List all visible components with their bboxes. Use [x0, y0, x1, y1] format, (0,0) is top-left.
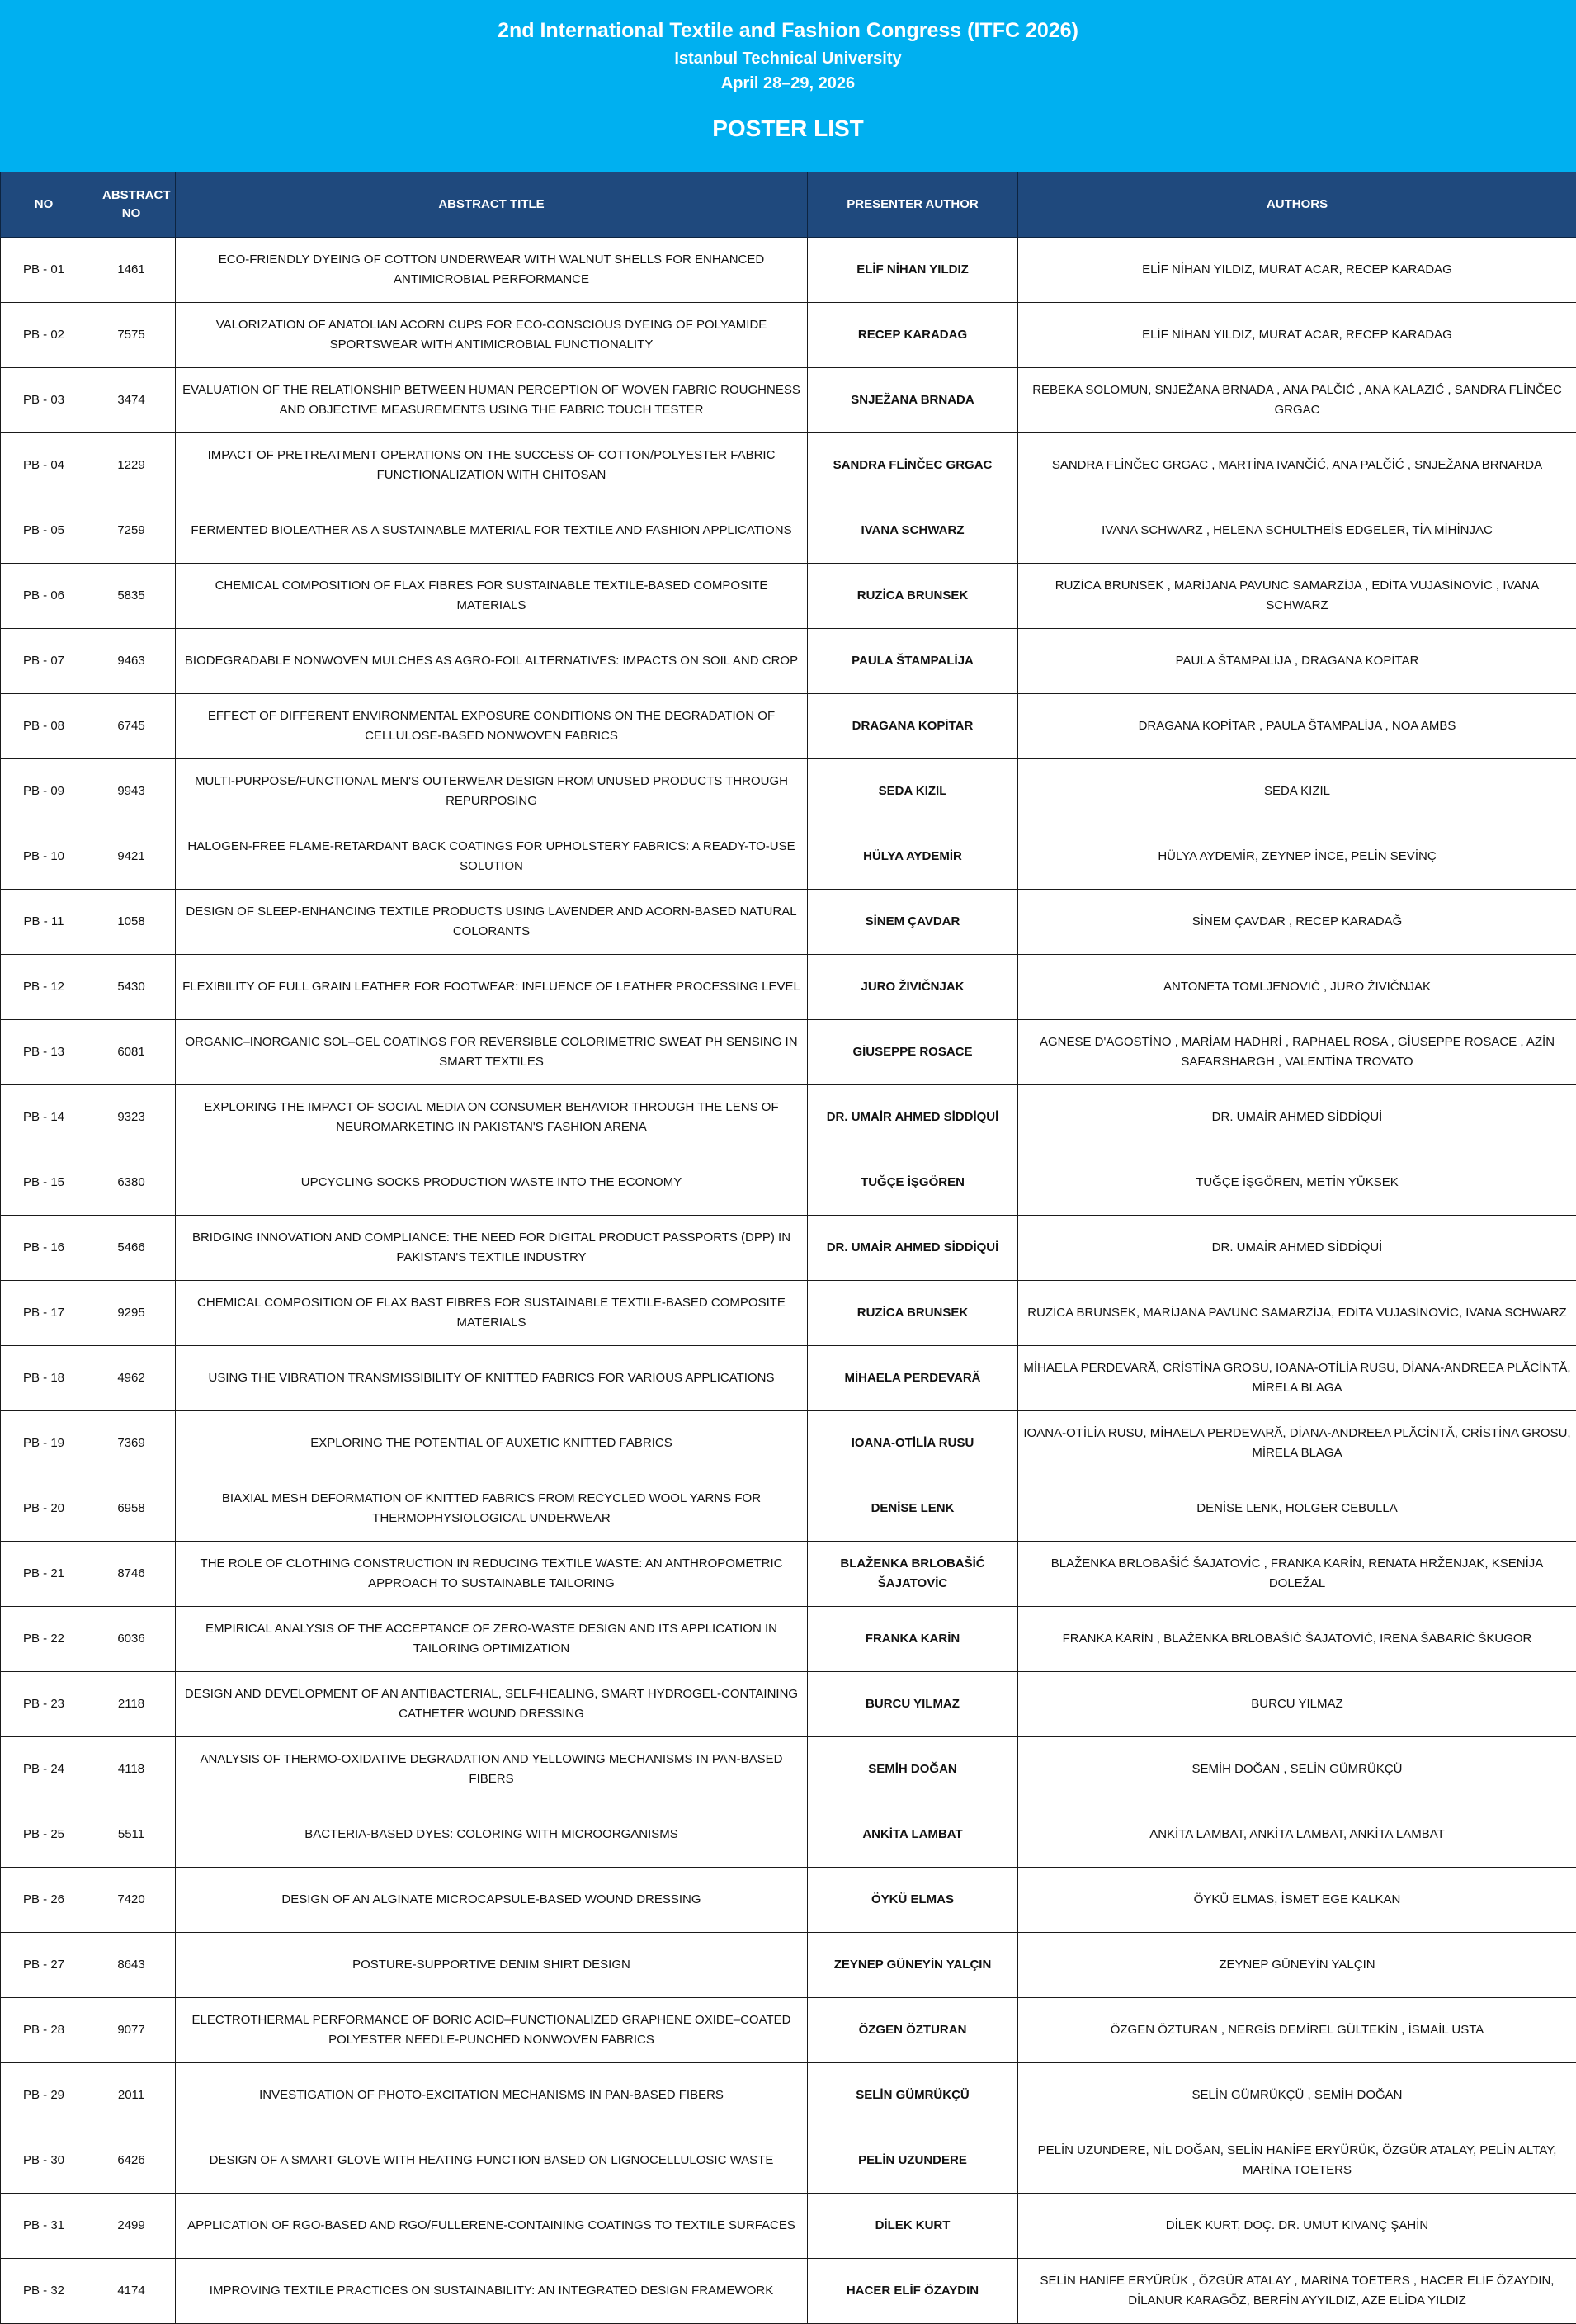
cell-abstract-no: 2118	[87, 1672, 176, 1737]
page-header	[0, 0, 1576, 172]
cell-abstract-no: 9943	[87, 759, 176, 824]
cell-abstract-no: 7259	[87, 498, 176, 564]
table-row	[1, 1737, 1576, 1802]
table-row	[1, 1216, 1576, 1281]
table-row	[1, 303, 1576, 368]
cell-abstract-no: 7369	[87, 1411, 176, 1476]
cell-presenter: ANKİTA LAMBAT	[808, 1802, 1018, 1868]
table-row	[1, 498, 1576, 564]
cell-poster-no: PB - 11	[1, 890, 87, 955]
cell-abstract-title: FERMENTED BIOLEATHER AS A SUSTAINABLE MATERIAL FOR TEXTILE AND FASHION APPLICATIONS	[176, 498, 808, 564]
cell-presenter: ELİF NİHAN YILDIZ	[808, 238, 1018, 303]
cell-abstract-no: 6380	[87, 1150, 176, 1216]
col-header-no: NO	[1, 172, 87, 238]
cell-abstract-no: 3474	[87, 368, 176, 433]
cell-abstract-no: 7575	[87, 303, 176, 368]
cell-abstract-title: APPLICATION OF RGO-BASED AND RGO/FULLERENE-CONTAINING COATINGS TO TEXTILE SURFACES	[176, 2194, 808, 2259]
cell-poster-no: PB - 04	[1, 433, 87, 498]
table-row	[1, 629, 1576, 694]
cell-poster-no: PB - 05	[1, 498, 87, 564]
cell-authors: BLAŽENKA BRLOBAŠİĆ ŠAJATOVİC , FRANKA KARİN, RENATA HRŽENJAK, KSENİJA DOLEŽAL	[1018, 1542, 1576, 1607]
cell-poster-no: PB - 32	[1, 2259, 87, 2324]
cell-authors: AGNESE D'AGOSTİNO , MARİAM HADHRİ , RAPHAEL ROSA , GİUSEPPE ROSACE , AZİN SAFARSHARGH , VALENTİNA TROVATO	[1018, 1020, 1576, 1085]
table-row	[1, 1020, 1576, 1085]
cell-abstract-no: 5430	[87, 955, 176, 1020]
cell-poster-no: PB - 01	[1, 238, 87, 303]
cell-presenter: FRANKA KARİN	[808, 1607, 1018, 1672]
cell-authors: BURCU YILMAZ	[1018, 1672, 1576, 1737]
table-row	[1, 1542, 1576, 1607]
cell-authors: DR. UMAİR AHMED SİDDİQUİ	[1018, 1216, 1576, 1281]
col-header-title: ABSTRACT TITLE	[176, 172, 808, 238]
cell-abstract-title: BACTERIA-BASED DYES: COLORING WITH MICROORGANISMS	[176, 1802, 808, 1868]
table-row	[1, 1868, 1576, 1933]
cell-poster-no: PB - 17	[1, 1281, 87, 1346]
table-row	[1, 2128, 1576, 2194]
table-row	[1, 368, 1576, 433]
cell-poster-no: PB - 02	[1, 303, 87, 368]
cell-abstract-title: EXPLORING THE POTENTIAL OF AUXETIC KNITTED FABRICS	[176, 1411, 808, 1476]
table-row	[1, 955, 1576, 1020]
cell-poster-no: PB - 24	[1, 1737, 87, 1802]
cell-abstract-no: 2011	[87, 2063, 176, 2128]
cell-poster-no: PB - 23	[1, 1672, 87, 1737]
cell-abstract-title: DESIGN AND DEVELOPMENT OF AN ANTIBACTERIAL, SELF-HEALING, SMART HYDROGEL-CONTAINING CATHETER WOUND DRESSING	[176, 1672, 808, 1737]
cell-presenter: SELİN GÜMRÜKÇÜ	[808, 2063, 1018, 2128]
cell-abstract-no: 4962	[87, 1346, 176, 1411]
cell-presenter: DİLEK KURT	[808, 2194, 1018, 2259]
cell-abstract-no: 7420	[87, 1868, 176, 1933]
cell-presenter: TUĞÇE İŞGÖREN	[808, 1150, 1018, 1216]
cell-presenter: DENİSE LENK	[808, 1476, 1018, 1542]
cell-authors: ANKİTA LAMBAT, ANKİTA LAMBAT, ANKİTA LAMBAT	[1018, 1802, 1576, 1868]
cell-authors: SELİN HANİFE ERYÜRÜK , ÖZGÜR ATALAY , MARİNA TOETERS , HACER ELİF ÖZAYDIN, DİLANUR KARAGÖZ, BERFİN AYYILDIZ, AZE ELİDA YILDIZ	[1018, 2259, 1576, 2324]
cell-abstract-title: EXPLORING THE IMPACT OF SOCIAL MEDIA ON CONSUMER BEHAVIOR THROUGH THE LENS OF NEUROMARKETING IN PAKISTAN'S FASHION ARENA	[176, 1085, 808, 1150]
cell-abstract-title: ELECTROTHERMAL PERFORMANCE OF BORIC ACID–FUNCTIONALIZED GRAPHENE OXIDE–COATED POLYESTER NEEDLE-PUNCHED NONWOVEN FABRICS	[176, 1998, 808, 2063]
cell-presenter: SNJEŽANA BRNADA	[808, 368, 1018, 433]
cell-abstract-title: HALOGEN-FREE FLAME-RETARDANT BACK COATINGS FOR UPHOLSTERY FABRICS: A READY-TO-USE SOLUTION	[176, 824, 808, 890]
cell-abstract-title: POSTURE-SUPPORTIVE DENIM SHIRT DESIGN	[176, 1933, 808, 1998]
congress-title: 2nd International Textile and Fashion Congress (ITFC 2026)	[498, 19, 1078, 42]
table-row	[1, 1933, 1576, 1998]
cell-authors: FRANKA KARİN , BLAŽENKA BRLOBAŠİĆ ŠAJATOVİĆ, IRENA ŠABARİĆ ŠKUGOR	[1018, 1607, 1576, 1672]
cell-poster-no: PB - 20	[1, 1476, 87, 1542]
cell-authors: ÖZGEN ÖZTURAN , NERGİS DEMİREL GÜLTEKİN , İSMAİL USTA	[1018, 1998, 1576, 2063]
cell-presenter: PELİN UZUNDERE	[808, 2128, 1018, 2194]
cell-abstract-no: 8746	[87, 1542, 176, 1607]
cell-presenter: DR. UMAİR AHMED SİDDİQUİ	[808, 1085, 1018, 1150]
cell-abstract-title: BRIDGING INNOVATION AND COMPLIANCE: THE NEED FOR DIGITAL PRODUCT PASSPORTS (DPP) IN PAKISTAN'S TEXTILE INDUSTRY	[176, 1216, 808, 1281]
cell-presenter: IVANA SCHWARZ	[808, 498, 1018, 564]
table-row	[1, 1281, 1576, 1346]
university-name: Istanbul Technical University	[674, 50, 902, 68]
cell-presenter: ÖYKÜ ELMAS	[808, 1868, 1018, 1933]
cell-abstract-no: 9295	[87, 1281, 176, 1346]
cell-abstract-title: ORGANIC–INORGANIC SOL–GEL COATINGS FOR REVERSIBLE COLORIMETRIC SWEAT PH SENSING IN SMART TEXTILES	[176, 1020, 808, 1085]
cell-poster-no: PB - 08	[1, 694, 87, 759]
cell-abstract-title: VALORIZATION OF ANATOLIAN ACORN CUPS FOR ECO-CONSCIOUS DYEING OF POLYAMIDE SPORTSWEAR WITH ANTIMICROBIAL FUNCTIONALITY	[176, 303, 808, 368]
cell-poster-no: PB - 25	[1, 1802, 87, 1868]
cell-abstract-no: 5466	[87, 1216, 176, 1281]
cell-presenter: HÜLYA AYDEMİR	[808, 824, 1018, 890]
cell-authors: DR. UMAİR AHMED SİDDİQUİ	[1018, 1085, 1576, 1150]
cell-poster-no: PB - 28	[1, 1998, 87, 2063]
cell-abstract-title: DESIGN OF A SMART GLOVE WITH HEATING FUNCTION BASED ON LIGNOCELLULOSIC WASTE	[176, 2128, 808, 2194]
cell-authors: ANTONETA TOMLJENOVIĆ , JURO ŽIVIČNJAK	[1018, 955, 1576, 1020]
cell-poster-no: PB - 13	[1, 1020, 87, 1085]
cell-poster-no: PB - 06	[1, 564, 87, 629]
cell-authors: SELİN GÜMRÜKÇÜ , SEMİH DOĞAN	[1018, 2063, 1576, 2128]
cell-abstract-no: 6745	[87, 694, 176, 759]
cell-authors: ÖYKÜ ELMAS, İSMET EGE KALKAN	[1018, 1868, 1576, 1933]
table-row	[1, 1802, 1576, 1868]
cell-presenter: ZEYNEP GÜNEYİN YALÇIN	[808, 1933, 1018, 1998]
cell-presenter: JURO ŽIVIČNJAK	[808, 955, 1018, 1020]
cell-poster-no: PB - 22	[1, 1607, 87, 1672]
cell-presenter: ÖZGEN ÖZTURAN	[808, 1998, 1018, 2063]
cell-abstract-title: ECO-FRIENDLY DYEING OF COTTON UNDERWEAR WITH WALNUT SHELLS FOR ENHANCED ANTIMICROBIAL PERFORMANCE	[176, 238, 808, 303]
cell-poster-no: PB - 16	[1, 1216, 87, 1281]
col-header-abstract-no	[87, 172, 176, 238]
table-row	[1, 1150, 1576, 1216]
cell-presenter: BURCU YILMAZ	[808, 1672, 1018, 1737]
table-row	[1, 2259, 1576, 2324]
col-header-authors: AUTHORS	[1018, 172, 1576, 238]
cell-presenter: RUZİCA BRUNSEK	[808, 1281, 1018, 1346]
cell-abstract-no: 5511	[87, 1802, 176, 1868]
cell-authors: IVANA SCHWARZ , HELENA SCHULTHEİS EDGELER, TİA MİHİNJAC	[1018, 498, 1576, 564]
table-row	[1, 1346, 1576, 1411]
cell-authors: HÜLYA AYDEMİR, ZEYNEP İNCE, PELİN SEVİNÇ	[1018, 824, 1576, 890]
cell-abstract-title: EFFECT OF DIFFERENT ENVIRONMENTAL EXPOSURE CONDITIONS ON THE DEGRADATION OF CELLULOSE-BASED NONWOVEN FABRICS	[176, 694, 808, 759]
cell-abstract-no: 8643	[87, 1933, 176, 1998]
cell-presenter: SEDA KIZIL	[808, 759, 1018, 824]
cell-presenter: BLAŽENKA BRLOBAŠİĆ ŠAJATOVİC	[808, 1542, 1018, 1607]
cell-abstract-no: 1058	[87, 890, 176, 955]
cell-authors: PAULA ŠTAMPALİJA , DRAGANA KOPİTAR	[1018, 629, 1576, 694]
cell-abstract-title: UPCYCLING SOCKS PRODUCTION WASTE INTO THE ECONOMY	[176, 1150, 808, 1216]
cell-poster-no: PB - 30	[1, 2128, 87, 2194]
cell-abstract-title: ANALYSIS OF THERMO-OXIDATIVE DEGRADATION AND YELLOWING MECHANISMS IN PAN-BASED FIBERS	[176, 1737, 808, 1802]
cell-poster-no: PB - 19	[1, 1411, 87, 1476]
cell-abstract-title: INVESTIGATION OF PHOTO-EXCITATION MECHANISMS IN PAN-BASED FIBERS	[176, 2063, 808, 2128]
cell-authors: DENİSE LENK, HOLGER CEBULLA	[1018, 1476, 1576, 1542]
cell-poster-no: PB - 31	[1, 2194, 87, 2259]
table-row	[1, 1085, 1576, 1150]
table-row	[1, 2194, 1576, 2259]
cell-presenter: SANDRA FLİNČEC GRGAC	[808, 433, 1018, 498]
cell-presenter: HACER ELİF ÖZAYDIN	[808, 2259, 1018, 2324]
table-row	[1, 694, 1576, 759]
cell-authors: SEDA KIZIL	[1018, 759, 1576, 824]
cell-poster-no: PB - 07	[1, 629, 87, 694]
cell-authors: ZEYNEP GÜNEYİN YALÇIN	[1018, 1933, 1576, 1998]
cell-abstract-title: MULTI-PURPOSE/FUNCTIONAL MEN'S OUTERWEAR DESIGN FROM UNUSED PRODUCTS THROUGH REPURPOSING	[176, 759, 808, 824]
cell-abstract-title: CHEMICAL COMPOSITION OF FLAX BAST FIBRES FOR SUSTAINABLE TEXTILE-BASED COMPOSITE MATERIALS	[176, 1281, 808, 1346]
cell-abstract-title: FLEXIBILITY OF FULL GRAIN LEATHER FOR FOOTWEAR: INFLUENCE OF LEATHER PROCESSING LEVEL	[176, 955, 808, 1020]
cell-presenter: DR. UMAİR AHMED SİDDİQUİ	[808, 1216, 1018, 1281]
table-row	[1, 238, 1576, 303]
table-row	[1, 2063, 1576, 2128]
cell-poster-no: PB - 18	[1, 1346, 87, 1411]
cell-authors: IOANA-OTİLİA RUSU, MİHAELA PERDEVARĂ, DİANA-ANDREEA PLĂCİNTĂ, CRİSTİNA GROSU, MİRELA BLAGA	[1018, 1411, 1576, 1476]
col-header-abstract-no-label: ABSTRACT NO	[102, 188, 171, 220]
cell-poster-no: PB - 21	[1, 1542, 87, 1607]
cell-presenter: PAULA ŠTAMPALİJA	[808, 629, 1018, 694]
cell-authors: SANDRA FLİNČEC GRGAC , MARTİNA IVANČİĆ, ANA PALČİĆ , SNJEŽANA BRNARDA	[1018, 433, 1576, 498]
table-row	[1, 1476, 1576, 1542]
congress-dates: April 28–29, 2026	[720, 74, 856, 92]
cell-poster-no: PB - 09	[1, 759, 87, 824]
cell-authors: PELİN UZUNDERE, NİL DOĞAN, SELİN HANİFE ERYÜRÜK, ÖZGÜR ATALAY, PELİN ALTAY, MARİNA TOETERS	[1018, 2128, 1576, 2194]
cell-poster-no: PB - 03	[1, 368, 87, 433]
table-row	[1, 824, 1576, 890]
table-row	[1, 564, 1576, 629]
cell-abstract-title: IMPROVING TEXTILE PRACTICES ON SUSTAINABILITY: AN INTEGRATED DESIGN FRAMEWORK	[176, 2259, 808, 2324]
cell-abstract-title: DESIGN OF SLEEP-ENHANCING TEXTILE PRODUCTS USING LAVENDER AND ACORN-BASED NATURAL COLORANTS	[176, 890, 808, 955]
cell-authors: DİLEK KURT, DOÇ. DR. UMUT KIVANÇ ŞAHİN	[1018, 2194, 1576, 2259]
table-row	[1, 1998, 1576, 2063]
cell-abstract-title: IMPACT OF PRETREATMENT OPERATIONS ON THE SUCCESS OF COTTON/POLYESTER FABRIC FUNCTIONALIZATION WITH CHITOSAN	[176, 433, 808, 498]
cell-abstract-no: 6081	[87, 1020, 176, 1085]
table-row	[1, 1411, 1576, 1476]
cell-poster-no: PB - 27	[1, 1933, 87, 1998]
cell-abstract-no: 1229	[87, 433, 176, 498]
col-header-presenter: PRESENTER AUTHOR	[808, 172, 1018, 238]
table-row	[1, 1672, 1576, 1737]
cell-abstract-title: DESIGN OF AN ALGINATE MICROCAPSULE-BASED WOUND DRESSING	[176, 1868, 808, 1933]
table-row	[1, 433, 1576, 498]
cell-abstract-no: 9463	[87, 629, 176, 694]
cell-abstract-title: EMPIRICAL ANALYSIS OF THE ACCEPTANCE OF ZERO-WASTE DESIGN AND ITS APPLICATION IN TAILORING OPTIMIZATION	[176, 1607, 808, 1672]
cell-abstract-title: CHEMICAL COMPOSITION OF FLAX FIBRES FOR SUSTAINABLE TEXTILE-BASED COMPOSITE MATERIALS	[176, 564, 808, 629]
cell-presenter: MİHAELA PERDEVARĂ	[808, 1346, 1018, 1411]
cell-abstract-no: 6426	[87, 2128, 176, 2194]
cell-authors: MİHAELA PERDEVARĂ, CRİSTİNA GROSU, IOANA-OTİLİA RUSU, DİANA-ANDREEA PLĂCİNTĂ, MİRELA BLAGA	[1018, 1346, 1576, 1411]
table-header-row	[1, 172, 1576, 238]
cell-presenter: DRAGANA KOPİTAR	[808, 694, 1018, 759]
cell-abstract-title: THE ROLE OF CLOTHING CONSTRUCTION IN REDUCING TEXTILE WASTE: AN ANTHROPOMETRIC APPROACH TO SUSTAINABLE TAILORING	[176, 1542, 808, 1607]
cell-abstract-title: BIAXIAL MESH DEFORMATION OF KNITTED FABRICS FROM RECYCLED WOOL YARNS FOR THERMOPHYSIOLOGICAL UNDERWEAR	[176, 1476, 808, 1542]
table-row	[1, 890, 1576, 955]
cell-abstract-no: 9323	[87, 1085, 176, 1150]
poster-table	[0, 172, 1576, 2324]
cell-authors: ELİF NİHAN YILDIZ, MURAT ACAR, RECEP KARADAG	[1018, 303, 1576, 368]
cell-poster-no: PB - 29	[1, 2063, 87, 2128]
cell-authors: ELİF NİHAN YILDIZ, MURAT ACAR, RECEP KARADAG	[1018, 238, 1576, 303]
cell-abstract-no: 6036	[87, 1607, 176, 1672]
table-row	[1, 759, 1576, 824]
poster-list-title: POSTER LIST	[712, 116, 864, 141]
cell-authors: SEMİH DOĞAN , SELİN GÜMRÜKÇÜ	[1018, 1737, 1576, 1802]
cell-abstract-no: 9421	[87, 824, 176, 890]
cell-poster-no: PB - 26	[1, 1868, 87, 1933]
cell-abstract-title: USING THE VIBRATION TRANSMISSIBILITY OF KNITTED FABRICS FOR VARIOUS APPLICATIONS	[176, 1346, 808, 1411]
cell-poster-no: PB - 10	[1, 824, 87, 890]
cell-abstract-no: 5835	[87, 564, 176, 629]
cell-abstract-no: 6958	[87, 1476, 176, 1542]
cell-authors: RUZİCA BRUNSEK , MARİJANA PAVUNC SAMARZİJA , EDİTA VUJASİNOVİC , IVANA SCHWARZ	[1018, 564, 1576, 629]
cell-abstract-title: BIODEGRADABLE NONWOVEN MULCHES AS AGRO-FOIL ALTERNATIVES: IMPACTS ON SOIL AND CROP	[176, 629, 808, 694]
cell-abstract-no: 9077	[87, 1998, 176, 2063]
cell-abstract-no: 1461	[87, 238, 176, 303]
table-row	[1, 1607, 1576, 1672]
cell-authors: TUĞÇE İŞGÖREN, METİN YÜKSEK	[1018, 1150, 1576, 1216]
cell-poster-no: PB - 14	[1, 1085, 87, 1150]
cell-presenter: RUZİCA BRUNSEK	[808, 564, 1018, 629]
cell-presenter: SEMİH DOĞAN	[808, 1737, 1018, 1802]
cell-authors: SİNEM ÇAVDAR , RECEP KARADAĞ	[1018, 890, 1576, 955]
cell-presenter: IOANA-OTİLİA RUSU	[808, 1411, 1018, 1476]
cell-abstract-title: EVALUATION OF THE RELATIONSHIP BETWEEN HUMAN PERCEPTION OF WOVEN FABRIC ROUGHNESS AND OBJECTIVE MEASUREMENTS USING THE FABRIC TOUCH TESTER	[176, 368, 808, 433]
cell-presenter: GİUSEPPE ROSACE	[808, 1020, 1018, 1085]
cell-presenter: SİNEM ÇAVDAR	[808, 890, 1018, 955]
cell-authors: DRAGANA KOPİTAR , PAULA ŠTAMPALİJA , NOA AMBS	[1018, 694, 1576, 759]
cell-authors: REBEKA SOLOMUN, SNJEŽANA BRNADA , ANA PALČIĆ , ANA KALAZIĆ , SANDRA FLİNČEC GRGAC	[1018, 368, 1576, 433]
cell-presenter: RECEP KARADAG	[808, 303, 1018, 368]
cell-abstract-no: 4174	[87, 2259, 176, 2324]
cell-poster-no: PB - 12	[1, 955, 87, 1020]
cell-abstract-no: 2499	[87, 2194, 176, 2259]
cell-authors: RUZİCA BRUNSEK, MARİJANA PAVUNC SAMARZİJA, EDİTA VUJASİNOVİC, IVANA SCHWARZ	[1018, 1281, 1576, 1346]
cell-poster-no: PB - 15	[1, 1150, 87, 1216]
cell-abstract-no: 4118	[87, 1737, 176, 1802]
